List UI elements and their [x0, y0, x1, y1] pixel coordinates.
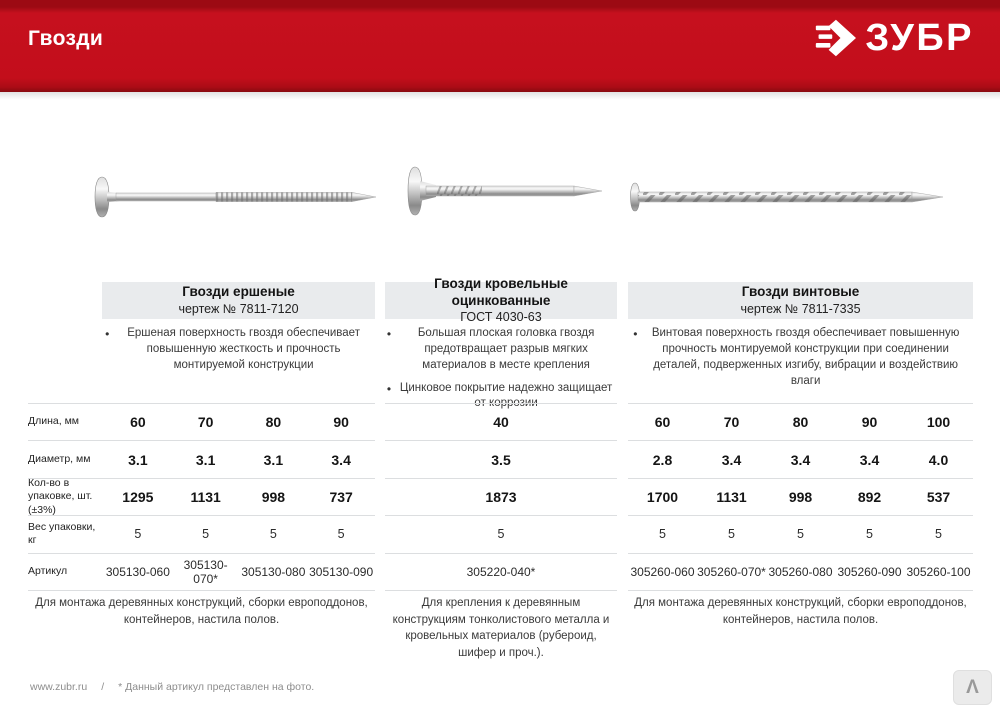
footer-separator: /: [101, 681, 105, 693]
nail-image-ring-shank: [86, 172, 378, 222]
length-value: 80: [792, 414, 809, 431]
product-subtitle: чертеж № 7811-7120: [178, 301, 299, 316]
product-header-ring-shank: [102, 282, 375, 319]
bullet-item: [102, 326, 375, 374]
diameter-value: 3.4: [331, 451, 351, 468]
length-value: 80: [265, 414, 282, 431]
table-row-length: [385, 403, 617, 440]
bullet-text: Ершеная поверхность гвоздя обеспечивает повышенную жесткость и прочность монтируемой конструкции: [127, 327, 360, 371]
bullet-dot: •: [386, 327, 392, 341]
weight-value: 5: [797, 527, 804, 542]
product-subtitle: ГОСТ 4030-63: [460, 309, 542, 324]
weight-value: 5: [134, 527, 142, 542]
weight-value: 5: [497, 527, 505, 542]
product-subtitle: чертеж № 7811-7335: [740, 301, 861, 316]
weight-value: 5: [269, 527, 277, 542]
diameter-value: 4.0: [928, 451, 949, 468]
qty-value: 998: [261, 488, 286, 505]
spec-table-ring-shank: [28, 403, 375, 591]
diameter-value: 3.4: [721, 451, 742, 468]
weight-value: 5: [202, 527, 210, 542]
table-row-quantity: [28, 478, 375, 515]
qty-value: 537: [926, 488, 951, 505]
sku-value: 305130-080: [241, 564, 306, 579]
table-row-sku: [28, 553, 375, 590]
application-text-roofing: Для крепления к деревянным конструкциям тонколистового металла и кровельных материалов (рубероид, шифер и проч.).: [392, 597, 610, 660]
sku-value: 305130-070*: [183, 557, 228, 586]
footer-note: * Данный артикул представлен на фото.: [118, 681, 315, 693]
row-label: Диаметр, мм: [28, 452, 91, 465]
diameter-value: 3.1: [263, 451, 284, 468]
bullet-text: Винтовая поверхность гвоздя обеспечивает повышенную прочность монтируемой конструкции при соединении деталей, подверженных изгибу, вибрации и воздействию влаги: [651, 327, 960, 387]
qty-value: 737: [329, 488, 353, 505]
table-row-length: [28, 403, 375, 440]
table-row-quantity: [628, 478, 973, 515]
zubr-logo: [814, 18, 974, 58]
bullet-item: [385, 326, 617, 374]
length-value: 90: [861, 414, 878, 431]
table-row-sku: [628, 553, 973, 590]
qty-value: 1295: [122, 488, 154, 505]
nail-image-roofing: [402, 164, 604, 219]
product-name: Гвозди кровельные оцинкованные: [434, 276, 568, 308]
header-shadow: [0, 92, 1000, 100]
qty-value: 1700: [646, 488, 679, 505]
bullet-item: [628, 326, 973, 389]
product-name: Гвозди ершеные: [182, 284, 295, 300]
product-bullets-ring-shank: [102, 326, 375, 381]
diameter-value: 3.1: [195, 451, 216, 468]
diameter-value: 3.4: [859, 451, 880, 468]
sku-value: 305260-080: [768, 564, 833, 579]
sku-value: 305220-040*: [466, 564, 536, 579]
table-row-diameter: [28, 440, 375, 477]
sku-value: 305130-060: [105, 564, 170, 579]
row-label: Вес упаковки, кг: [28, 520, 96, 547]
table-row-weight: [385, 515, 617, 552]
product-bullets-screw: [628, 326, 973, 396]
diameter-value: 3.5: [491, 451, 511, 468]
bullet-dot: •: [386, 381, 392, 396]
table-row-weight: [28, 515, 375, 552]
length-value: 70: [723, 414, 740, 431]
zubr-logo-text: ЗУБР: [865, 17, 974, 59]
weight-value: 5: [337, 527, 345, 542]
product-header-screw: [628, 282, 973, 319]
length-value: 70: [197, 414, 214, 431]
table-row-sku: [385, 553, 617, 590]
footer: [30, 681, 314, 693]
qty-value: 1873: [485, 488, 517, 505]
sku-value: 305260-090: [837, 564, 902, 579]
length-value: 100: [926, 414, 951, 431]
weight-value: 5: [935, 527, 942, 542]
length-value: 90: [333, 414, 349, 431]
product-header-roofing: [385, 276, 617, 324]
weight-value: 5: [728, 527, 735, 542]
qty-value: 1131: [716, 488, 747, 505]
header-bar: [0, 0, 1000, 92]
weight-value: 5: [659, 527, 666, 542]
bullet-text: Большая плоская головка гвоздя предотвращает разрыв мягких материалов в месте крепления: [417, 327, 595, 371]
length-value: 60: [130, 414, 146, 431]
diameter-value: 2.8: [652, 451, 673, 468]
sku-value: 305260-060: [630, 564, 695, 579]
bullet-dot: •: [633, 327, 638, 341]
application-text-ring-shank: Для монтажа деревянных конструкций, сборки европоддонов, контейнеров, настила полов.: [35, 597, 368, 626]
diameter-value: 3.4: [790, 451, 811, 468]
row-label: Кол-во в упаковке, шт. (±3%): [28, 476, 93, 516]
nail-image-screw: [627, 175, 945, 220]
bullet-text: Цинковое покрытие надежно защищает от коррозии: [399, 381, 613, 410]
watermark-glyph: Λ: [966, 676, 979, 698]
qty-value: 998: [788, 488, 813, 505]
row-label: Артикул: [28, 564, 68, 577]
row-label: Длина, мм: [28, 415, 80, 428]
bullet-dot: •: [105, 327, 110, 341]
table-row-length: [628, 403, 973, 440]
table-row-weight: [628, 515, 973, 552]
sku-value: 305260-070*: [697, 564, 766, 579]
diameter-value: 3.1: [128, 451, 148, 468]
sku-value: 305260-100: [906, 564, 971, 579]
sku-value: 305130-090: [309, 564, 374, 579]
table-row-quantity: [385, 478, 617, 515]
weight-value: 5: [866, 527, 873, 542]
qty-value: 892: [857, 488, 882, 505]
page-title: Гвозди: [28, 27, 104, 50]
footer-site-url: www.zubr.ru: [30, 681, 88, 693]
product-name: Гвозди винтовые: [741, 284, 860, 300]
application-text-screw: Для монтажа деревянных конструкций, сборки европоддонов, контейнеров, настила полов.: [634, 597, 967, 626]
zubr-logo-icon: [814, 18, 856, 58]
spec-table-roofing: [385, 403, 617, 591]
table-row-diameter: [385, 440, 617, 477]
table-row-diameter: [628, 440, 973, 477]
marketplace-watermark-badge: [953, 670, 992, 705]
spec-table-screw: [628, 403, 973, 591]
length-value: 40: [493, 414, 509, 431]
qty-value: 1131: [190, 488, 221, 505]
length-value: 60: [654, 414, 671, 431]
